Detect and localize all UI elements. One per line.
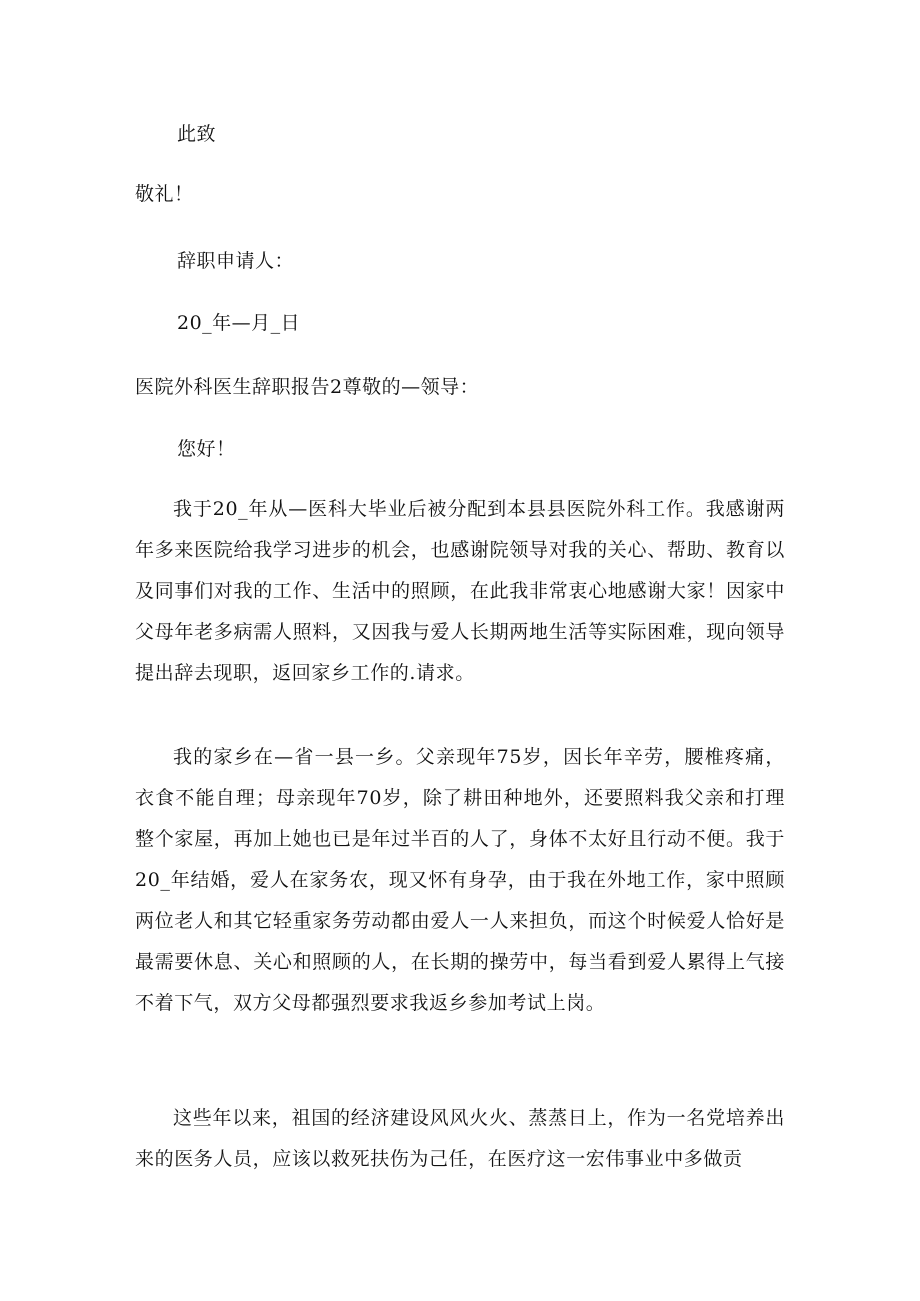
body-paragraph-3: 这些年以来，祖国的经济建设风风火火、蒸蒸日上，作为一名党培养出来的医务人员，应该以救死扶伤为己任，在医疗这一宏伟事业中多做贡 bbox=[135, 1107, 785, 1170]
closing-respect: 敬礼！ bbox=[135, 183, 194, 205]
body-paragraph-1: 我于20_年从—医科大毕业后被分配到本县县医院外科工作。我感谢两年多来医院给我学习进步的机会，也感谢院领导对我的关心、帮助、教育以及同事们对我的工作、生活中的照顾，在此我非常衷心地感谢大家！因家中父母年老多病需人照料，又因我与爱人长期两地生活等实际困难，现向领导提出辞去现职，返回家乡工作的.请求。 bbox=[135, 498, 785, 684]
signature-date: 20_年—月_日 bbox=[177, 312, 301, 334]
signature-label: 辞职申请人： bbox=[177, 250, 295, 272]
letter-greeting: 您好！ bbox=[177, 438, 236, 460]
body-paragraph-2: 我的家乡在—省一县一乡。父亲现年75岁，因长年辛劳，腰椎疼痛，衣食不能自理；母亲现年70岁，除了耕田种地外，还要照料我父亲和打理整个家屋，再加上她也已是年过半百的人了，身体不太好且行动不便。我于20_年结婚，爱人在家务农，现又怀有身孕，由于我在外地工作，家中照顾两位老人和其它轻重家务劳动都由爱人一人来担负，而这个时候爱人恰好是最需要休息、关心和照顾的人，在长期的操劳中，每当看到爱人累得上气接不着下气，双方父母都强烈要求我返乡参加考试上岗。 bbox=[135, 746, 785, 1014]
closing-salute: 此致 bbox=[177, 123, 217, 145]
letter-heading: 医院外科医生辞职报告2尊敬的—领导： bbox=[135, 376, 480, 398]
